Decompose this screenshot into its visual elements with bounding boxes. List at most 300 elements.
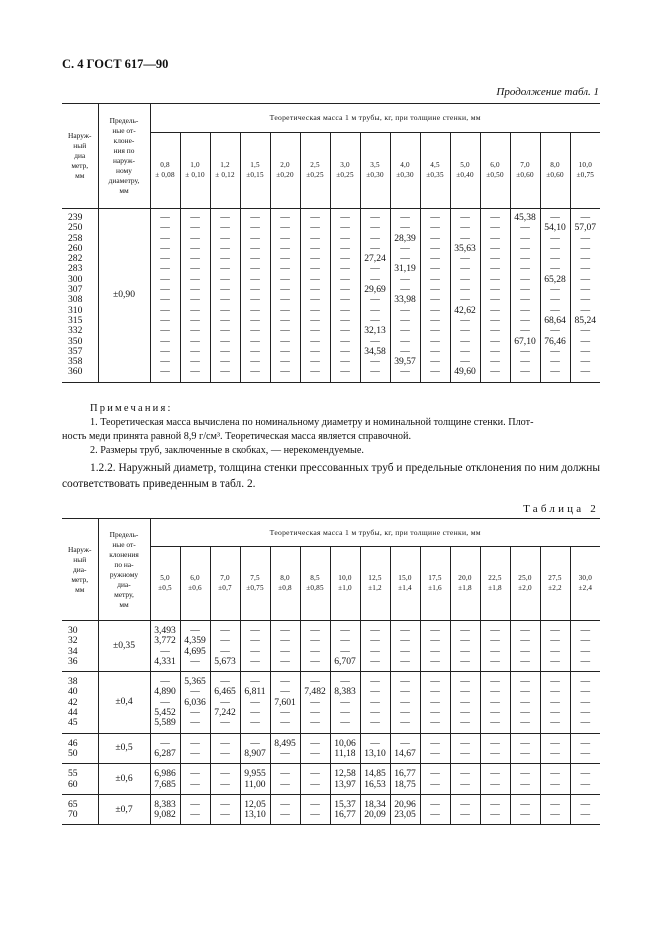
mass-value: — <box>370 335 380 347</box>
mass-value: — <box>430 314 440 326</box>
mass-value: — <box>220 242 230 254</box>
header-text-line: мм <box>75 171 85 180</box>
mass-value: 68,64 <box>544 314 566 326</box>
mass-column <box>420 764 450 795</box>
mass-value: — <box>220 676 230 688</box>
mass-value: — <box>580 263 591 275</box>
thickness-value: ±0,60 <box>516 170 534 179</box>
header-text-line: по на- <box>114 559 134 569</box>
mass-value: — <box>280 366 290 378</box>
mass-column <box>390 209 420 383</box>
mass-value: — <box>220 304 230 316</box>
mass-column <box>420 672 450 733</box>
mass-value: 28,39 <box>394 232 416 244</box>
mass-value: — <box>250 222 260 234</box>
mass-value: — <box>400 366 410 378</box>
mass-value: — <box>520 263 530 275</box>
mass-value: — <box>520 655 530 667</box>
thickness-value: ±0,7 <box>218 583 232 592</box>
diameter-value: 30 <box>68 625 78 636</box>
mass-value: — <box>220 325 230 337</box>
mass-value: — <box>220 212 230 223</box>
diameter-value: 38 <box>68 676 78 688</box>
note-2: 2. Размеры труб, заключенные в скобках, — нерекомендуемые. <box>90 445 364 456</box>
mass-value: — <box>310 778 320 790</box>
col-header-thickness <box>420 133 450 209</box>
mass-value: — <box>400 253 410 265</box>
mass-value: — <box>220 778 230 790</box>
col-header-thickness <box>450 547 480 621</box>
mass-value: — <box>250 325 260 337</box>
mass-value: — <box>460 356 470 368</box>
mass-value: — <box>340 304 350 316</box>
mass-column <box>390 621 420 672</box>
mass-value: — <box>550 263 560 275</box>
mass-value: — <box>460 696 470 708</box>
mass-value: — <box>310 696 320 708</box>
mass-value: — <box>310 356 320 368</box>
mass-value: — <box>580 737 591 749</box>
mass-value: — <box>160 242 170 254</box>
mass-value: 57,07 <box>574 222 597 234</box>
header-text-line: метру, <box>114 589 134 599</box>
mass-value: — <box>250 232 260 244</box>
mass-value: — <box>520 325 530 337</box>
mass-column <box>270 621 300 672</box>
mass-value: — <box>430 304 440 316</box>
mass-value: — <box>460 737 470 749</box>
mass-value: — <box>490 294 500 306</box>
mass-value: — <box>190 366 200 378</box>
mass-column <box>360 672 390 733</box>
mass-value: 39,57 <box>394 356 416 368</box>
col-header-thickness <box>570 133 600 209</box>
header-text-line: метр, <box>71 161 89 170</box>
mass-value: — <box>460 707 470 719</box>
mass-value: 35,63 <box>454 242 476 254</box>
mass-column <box>420 621 450 672</box>
mass-column <box>450 621 480 672</box>
mass-value: — <box>160 335 170 347</box>
mass-value: 7,482 <box>304 686 326 698</box>
mass-value: — <box>580 645 591 657</box>
mass-value: — <box>400 345 410 357</box>
mass-value: — <box>550 304 560 316</box>
mass-value: — <box>280 263 290 275</box>
thickness-value: 7,5 <box>250 574 260 582</box>
thickness-value: ± 0,08 <box>155 170 175 179</box>
col-header-thickness <box>300 133 330 209</box>
thickness-value: 4,0 <box>400 161 410 169</box>
mass-column <box>450 764 480 795</box>
mass-value: — <box>250 212 260 223</box>
mass-value: — <box>370 686 380 698</box>
mass-value: — <box>460 655 470 667</box>
tolerance-cell: ±0,35 <box>98 621 150 672</box>
diameter-value: 40 <box>68 686 78 698</box>
mass-value: — <box>550 655 560 667</box>
diameter-value: 258 <box>68 232 83 244</box>
mass-value: 42,62 <box>454 304 476 316</box>
table-2 <box>62 518 600 825</box>
diameter-value: 310 <box>68 304 83 316</box>
mass-column <box>240 621 270 672</box>
note-1-line-2: ность меди принята равной 8,9 г/см³. Теоретическая масса является справочной. <box>62 431 412 442</box>
mass-value: — <box>310 273 320 285</box>
thickness-value: 6,0 <box>490 161 500 169</box>
header-text-line: ния по <box>113 146 135 155</box>
mass-value: — <box>160 737 170 749</box>
mass-value: — <box>460 645 470 657</box>
thickness-value: ±2,4 <box>578 583 593 592</box>
mass-value: — <box>280 325 290 337</box>
mass-value: — <box>400 335 410 347</box>
mass-value: — <box>370 242 380 254</box>
mass-value: — <box>340 222 350 234</box>
mass-value: — <box>160 356 170 368</box>
mass-value: — <box>400 686 410 698</box>
col-header-thickness <box>390 133 420 209</box>
mass-value: — <box>490 747 500 759</box>
mass-value: — <box>280 655 290 667</box>
mass-column <box>510 621 540 672</box>
mass-column <box>330 733 360 764</box>
thickness-value: ±1,0 <box>338 583 352 592</box>
thickness-value: 20,0 <box>458 574 472 582</box>
mass-column <box>240 209 270 383</box>
mass-value: — <box>400 314 410 326</box>
mass-value: — <box>430 676 440 688</box>
mass-value: — <box>550 778 560 790</box>
mass-value: — <box>550 707 560 719</box>
mass-value: — <box>160 314 170 326</box>
thickness-value: ±0,25 <box>306 170 324 179</box>
mass-value: — <box>430 284 440 296</box>
mass-value: — <box>550 645 560 657</box>
mass-value: — <box>250 304 260 316</box>
mass-value: — <box>370 294 380 306</box>
continuation-label: Продолжение табл. 1 <box>496 86 599 98</box>
mass-value: — <box>370 645 380 657</box>
mass-column <box>270 794 300 825</box>
col-header-thickness <box>240 547 270 621</box>
mass-column <box>330 209 360 383</box>
mass-value: — <box>520 253 530 265</box>
diameter-value: 300 <box>68 273 83 285</box>
mass-value: — <box>400 717 410 729</box>
mass-value: — <box>490 335 500 347</box>
mass-value: — <box>280 242 290 254</box>
mass-value: — <box>250 696 260 708</box>
mass-value: — <box>490 273 500 285</box>
mass-value: — <box>460 635 470 647</box>
header-text-line: ные от- <box>112 539 136 549</box>
col-header-thickness <box>510 547 540 621</box>
notes <box>62 402 600 458</box>
mass-value: — <box>190 212 200 223</box>
header-text-line: наруж- <box>113 156 135 165</box>
mass-value: — <box>370 707 380 719</box>
mass-value: 7,685 <box>154 778 176 790</box>
mass-value: — <box>400 273 410 285</box>
thickness-value: 12,5 <box>368 574 382 582</box>
mass-value: — <box>280 314 290 326</box>
table-row <box>62 621 600 672</box>
mass-value: — <box>250 676 260 688</box>
header-text-line: ный <box>73 141 87 150</box>
mass-value: — <box>310 635 320 647</box>
mass-value: 29,69 <box>364 284 386 296</box>
mass-value: — <box>160 294 170 306</box>
mass-value: — <box>310 242 320 254</box>
col-header-thickness <box>330 133 360 209</box>
mass-value: — <box>520 232 530 244</box>
mass-value: — <box>310 676 320 688</box>
mass-column <box>450 794 480 825</box>
table-row <box>62 209 600 383</box>
mass-value: — <box>490 707 500 719</box>
diameter-value: 42 <box>68 696 78 708</box>
mass-value: — <box>310 798 320 810</box>
col-header-thickness <box>270 133 300 209</box>
mass-value: — <box>430 809 440 821</box>
thickness-value: ±0,15 <box>246 170 264 179</box>
mass-value: — <box>520 345 530 357</box>
mass-value: — <box>460 778 470 790</box>
thickness-value: 2,0 <box>280 161 290 169</box>
mass-value: — <box>430 798 440 810</box>
diameter-cell <box>62 621 98 672</box>
mass-value: 14,67 <box>394 747 416 759</box>
clause-1-2-2: 1.2.2. Наружный диаметр, толщина стенки прессованных труб и предельные отклонения по ним должны соответствовать приведенным в табл. 2. <box>62 462 600 490</box>
mass-value: — <box>430 707 440 719</box>
thickness-value: 27,5 <box>548 574 562 582</box>
mass-value: — <box>370 304 380 316</box>
mass-value: — <box>430 356 440 368</box>
mass-value: — <box>370 737 380 749</box>
mass-value: — <box>190 304 200 316</box>
mass-value: — <box>190 798 200 810</box>
mass-column <box>570 672 600 733</box>
mass-column <box>540 794 570 825</box>
mass-value: — <box>250 717 260 729</box>
diameter-value: 32 <box>68 635 78 647</box>
mass-value: — <box>220 232 230 244</box>
mass-value: — <box>430 366 440 378</box>
diameter-value: 357 <box>68 345 83 357</box>
thickness-value: ±2,2 <box>548 583 562 592</box>
mass-value: — <box>280 768 290 780</box>
mass-value: — <box>340 366 350 378</box>
table-row <box>62 733 600 764</box>
mass-value: 4,890 <box>154 686 176 698</box>
mass-column <box>240 672 270 733</box>
mass-value: — <box>220 314 230 326</box>
header-text-line: ный <box>73 554 87 564</box>
header-text-line: клонения <box>109 549 139 559</box>
thickness-value: 3,0 <box>340 161 350 169</box>
thickness-value: ±0,50 <box>486 170 504 179</box>
mass-value: — <box>220 222 230 234</box>
mass-value: — <box>340 273 350 285</box>
thickness-value: 10,0 <box>338 574 352 582</box>
mass-value: — <box>280 798 290 810</box>
thickness-value: 4,5 <box>430 161 440 169</box>
thickness-value: 6,0 <box>190 574 200 582</box>
mass-value: — <box>550 294 560 306</box>
mass-column <box>420 794 450 825</box>
col-header-thickness <box>360 133 390 209</box>
mass-value: — <box>310 222 320 234</box>
mass-value: — <box>520 284 530 296</box>
mass-value: — <box>520 696 530 708</box>
mass-value: — <box>460 676 470 688</box>
col-header-thickness <box>150 133 180 209</box>
mass-value: — <box>280 294 290 306</box>
mass-value: — <box>580 242 591 254</box>
thickness-value: ±1,2 <box>368 583 382 592</box>
mass-value: — <box>340 696 350 708</box>
thickness-value: ±1,8 <box>488 583 502 592</box>
thickness-value: ±1,6 <box>428 583 442 592</box>
mass-value: — <box>280 222 290 234</box>
mass-column <box>150 672 180 733</box>
mass-value: 6,986 <box>154 768 176 780</box>
mass-value: — <box>460 798 470 810</box>
mass-value: — <box>520 798 530 810</box>
diameter-value: 60 <box>68 778 78 790</box>
note-1-line-1: 1. Теоретическая масса вычислена по номинальному диаметру и номинальной толщине стенки. Плот- <box>90 417 534 428</box>
mass-column <box>570 621 600 672</box>
mass-value: — <box>310 345 320 357</box>
mass-value: — <box>190 809 200 821</box>
header-text-line: Предель- <box>109 116 139 125</box>
mass-column <box>150 621 180 672</box>
mass-value: — <box>490 222 500 234</box>
diameter-value: 70 <box>68 809 78 821</box>
diameter-value: 239 <box>68 212 83 223</box>
col-header-thickness <box>210 547 240 621</box>
thickness-value: 1,5 <box>250 161 260 169</box>
thickness-value: 30,0 <box>578 574 592 582</box>
mass-value: — <box>190 325 200 337</box>
mass-value: — <box>580 366 591 378</box>
mass-column <box>540 209 570 383</box>
mass-value: — <box>190 747 200 759</box>
mass-column <box>330 672 360 733</box>
diameter-cell <box>62 209 98 383</box>
mass-value: — <box>190 768 200 780</box>
mass-value: — <box>370 625 380 636</box>
mass-value: — <box>370 635 380 647</box>
mass-value: — <box>550 747 560 759</box>
mass-value: — <box>550 737 560 749</box>
mass-value: 18,75 <box>394 778 416 790</box>
tolerance-cell: ±0,4 <box>98 672 150 733</box>
mass-value: — <box>430 263 440 275</box>
col-header-thickness <box>480 547 510 621</box>
mass-value: — <box>370 366 380 378</box>
mass-value: — <box>220 366 230 378</box>
mass-column <box>480 733 510 764</box>
mass-value: — <box>190 242 200 254</box>
mass-value: — <box>310 253 320 265</box>
mass-value: — <box>460 625 470 636</box>
col-header-thickness <box>540 133 570 209</box>
mass-value: — <box>280 635 290 647</box>
mass-value: — <box>280 625 290 636</box>
header-text-line: ному <box>116 166 132 175</box>
tolerance-cell: ±0,5 <box>98 733 150 764</box>
header-text-line: клоне- <box>113 136 135 145</box>
mass-value: — <box>490 655 500 667</box>
mass-value: — <box>310 325 320 337</box>
mass-value: — <box>430 294 440 306</box>
diameter-value: 315 <box>68 314 83 326</box>
mass-column <box>330 794 360 825</box>
mass-value: — <box>340 625 350 636</box>
mass-value: — <box>340 253 350 265</box>
mass-value: — <box>430 625 440 636</box>
diameter-value: 65 <box>68 798 78 810</box>
mass-value: — <box>580 304 591 316</box>
mass-value: — <box>430 345 440 357</box>
mass-value: — <box>160 645 170 657</box>
mass-value: 16,53 <box>364 778 386 790</box>
mass-column <box>270 672 300 733</box>
mass-column <box>540 733 570 764</box>
mass-value: — <box>490 778 500 790</box>
table-row <box>62 672 600 733</box>
mass-value: — <box>460 222 470 234</box>
mass-value: — <box>340 242 350 254</box>
mass-value: — <box>160 263 170 275</box>
mass-value: — <box>580 635 591 647</box>
mass-value: — <box>490 686 500 698</box>
thickness-value: ±0,75 <box>246 583 264 592</box>
mass-value: 54,10 <box>544 222 566 234</box>
col-header-tolerance <box>98 519 150 621</box>
mass-value: 13,10 <box>244 809 266 821</box>
mass-value: — <box>430 222 440 234</box>
mass-value: — <box>190 335 200 347</box>
mass-value: — <box>430 737 440 749</box>
mass-value: 16,77 <box>334 809 356 821</box>
mass-value: — <box>250 737 260 749</box>
mass-value: — <box>160 696 170 708</box>
thickness-value: ±0,5 <box>158 583 172 592</box>
diameter-value: 36 <box>68 655 78 667</box>
thickness-value: ±0,75 <box>576 170 595 179</box>
mass-column <box>360 209 390 383</box>
mass-value: — <box>250 345 260 357</box>
mass-column <box>180 209 210 383</box>
mass-value: 13,10 <box>364 747 386 759</box>
mass-value: 3,772 <box>154 635 176 647</box>
mass-value: — <box>490 356 500 368</box>
mass-value: — <box>580 798 591 810</box>
mass-value: — <box>580 747 591 759</box>
mass-value: 3,493 <box>154 625 176 636</box>
mass-value: — <box>250 273 260 285</box>
mass-value: — <box>280 284 290 296</box>
mass-value: — <box>580 325 591 337</box>
mass-column <box>240 764 270 795</box>
mass-column <box>210 733 240 764</box>
mass-value: 20,09 <box>364 809 386 821</box>
col-header-thickness <box>450 133 480 209</box>
mass-value: — <box>580 253 591 265</box>
